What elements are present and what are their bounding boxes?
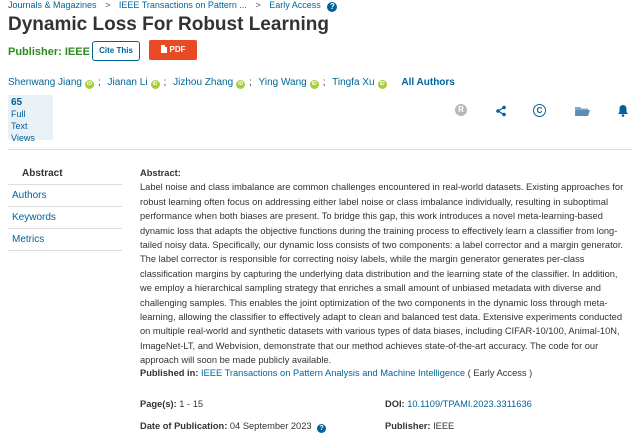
publisher-detail-label: Publisher: [385,421,431,431]
date-label: Date of Publication: [140,421,228,431]
breadcrumb-early-access[interactable]: Early Access [269,0,321,10]
help-icon[interactable]: ? [317,424,326,433]
journal-link[interactable]: IEEE Transactions on Pattern Analysis and Machine Intelligence [200,368,466,378]
date-value: 04 September 2023 [229,421,312,431]
full-text-views-badge[interactable] [8,95,53,143]
doi-info [385,399,532,409]
author-link[interactable]: Jizhou Zhang [173,77,234,88]
nav-item-metrics[interactable]: Metrics [8,229,122,251]
publisher-value: IEEE [64,46,90,58]
nav-item-authors[interactable]: Authors [8,185,122,207]
published-in [140,368,532,378]
publisher-info [385,421,454,431]
page-title: Dynamic Loss For Robust Learning [8,14,329,35]
author-link[interactable]: Shenwang Jiang [8,77,82,88]
publisher-detail-value: IEEE [433,421,455,431]
pdf-button-label: PDF [169,45,186,54]
author-link[interactable]: Jianan Li [107,77,148,88]
section-nav [8,163,122,251]
orcid-icon[interactable]: iD [311,81,317,87]
alert-bell-icon[interactable] [617,104,629,122]
orcid-icon[interactable]: iD [379,81,385,87]
published-in-label: Published in: [140,368,199,378]
copyright-icon[interactable]: C [533,104,546,117]
pdf-icon [161,45,167,53]
publication-date-info [140,421,326,433]
orcid-icon[interactable]: iD [152,81,158,87]
pdf-button[interactable] [149,40,197,60]
share-icon[interactable] [495,104,507,122]
folder-icon[interactable] [575,104,590,122]
abstract-text: Label noise and class imbalance are common challenges encountered in real-world datasets. Existing approaches for robust learning often focus on addressing either label noise or class imbalance individually, resulting in suboptimal performance when both biases are present. To bridge this gap, this work introduces a novel meta-learning-based dynamic loss that adapts the objective functions during the training process to effectively learn a classifier from long-tailed noisy data. Specifically, our dynamic loss consists of two components: a label corrector and a margin generator. The label corrector is responsible for correcting noisy labels, while the margin generator generates per-class classification margins by capturing the underlying data distribution and the learning state of the classifier. In addition, we employ a hierarchical sampling strategy that enriches a small amount of unbiased metadata with diverse and challenging samples. This enables the joint optimization of the two components in the dynamic loss through meta-learning, allowing the classifier to effectively adapt to clean and balanced test data. Extensive experiments conducted on multiple real-world and synthetic datasets with various types of data biases, including CIFAR-10/100, Animal-10N, ImageNet-LT, and Webvision, demonstrate that our method achieves state-of-the-art accuracy. The code for our approach will soon be made publicly available. [140,182,624,366]
publisher-line [8,46,90,58]
breadcrumb [8,0,337,12]
publisher-label: Publisher: [8,46,62,58]
all-authors-link[interactable]: All Authors [401,77,455,88]
author-link[interactable]: Ying Wang [258,77,307,88]
doi-label: DOI: [385,399,405,409]
cite-this-button[interactable]: Cite This [92,41,140,61]
orcid-icon[interactable]: iD [238,81,244,87]
divider [8,149,632,150]
help-icon[interactable]: ? [327,2,337,12]
abstract-heading: Abstract: [140,168,181,178]
views-count: 65 [11,97,23,108]
publication-status: ( Early Access ) [467,368,533,378]
views-label-line1: Full [11,109,26,119]
breadcrumb-journal-name[interactable]: IEEE Transactions on Pattern ... [118,0,247,10]
orcid-icon[interactable]: iD [86,81,92,87]
breadcrumb-separator: > [105,0,111,10]
pages-info [140,399,203,409]
breadcrumb-separator: > [255,0,261,10]
nav-item-abstract[interactable]: Abstract [8,163,122,185]
pages-label: Page(s): [140,399,177,409]
author-link[interactable]: Tingfa Xu [332,77,375,88]
nav-item-keywords[interactable]: Keywords [8,207,122,229]
author-list: Shenwang Jiang iD ; Jianan Li iD ; Jizhou Zhang iD ; Ying Wang iD ; Tingfa Xu iD All Authors [8,77,455,88]
doi-link[interactable]: 10.1109/TPAMI.2023.3311636 [407,399,532,409]
breadcrumb-journals[interactable]: Journals & Magazines [8,0,97,10]
rights-icon[interactable]: R [455,104,467,116]
views-label-line2: Text Views [11,121,35,143]
abstract-section [140,166,630,368]
pages-value: 1 - 15 [179,399,204,409]
